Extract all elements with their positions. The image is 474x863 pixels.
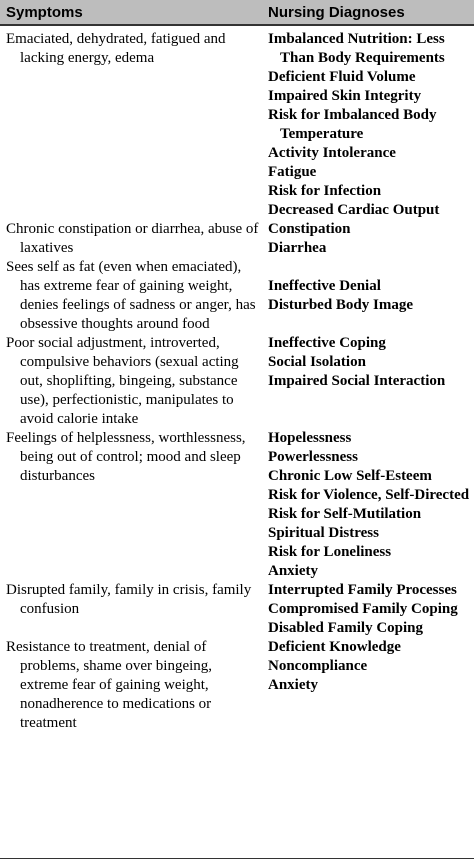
diagnosis-item: Constipation — [268, 221, 351, 237]
diagnosis-item: Disabled Family Coping — [268, 620, 424, 636]
diagnosis-item: Risk for Loneliness — [268, 544, 392, 560]
bottom-rule — [0, 858, 474, 859]
symptom-cell: Poor social adjustment, introverted, compulsive behaviors (sexual acting out, shoplifting, bingeing, substance use), perfectionistic, manipulates to avoid calorie intake — [6, 335, 239, 427]
diagnosis-item: Decreased Cardiac Output — [268, 202, 440, 218]
diagnosis-item: Diarrhea — [268, 240, 327, 256]
diagnosis-item: Risk for Self-Mutilation — [268, 506, 422, 522]
diagnosis-item: Risk for Infection — [268, 183, 382, 199]
diagnosis-item: Risk for Imbalanced Body Temperature — [268, 107, 437, 142]
diagnosis-item: Chronic Low Self-Esteem — [268, 468, 432, 484]
diagnosis-item: Compromised Family Coping — [268, 601, 458, 617]
diagnosis-item: Deficient Fluid Volume — [268, 69, 416, 85]
diagnosis-item: Imbalanced Nutrition: Less Than Body Requirements — [268, 31, 445, 66]
diagnosis-item: Ineffective Coping — [268, 335, 386, 351]
table-row — [0, 638, 474, 733]
diagnosis-item: Spiritual Distress — [268, 525, 379, 541]
diagnosis-item: Risk for Violence, Self-Directed — [268, 487, 470, 503]
table-row — [0, 429, 474, 581]
symptom-cell: Feelings of helplessness, worthlessness, being out of control; mood and sleep disturbances — [6, 430, 246, 484]
diagnoses-cell — [262, 258, 474, 315]
table-row — [0, 30, 474, 220]
diagnoses-cell — [262, 581, 474, 638]
table-row — [0, 220, 474, 258]
diagnosis-item: Anxiety — [268, 563, 318, 579]
diagnosis-item: Fatigue — [268, 164, 317, 180]
diagnosis-item: Noncompliance — [268, 658, 368, 674]
symptom-cell: Resistance to treatment, denial of problems, shame over bingeing, extreme fear of gaining weight, nonadherence to medications or treatment — [6, 639, 213, 731]
diagnoses-cell — [262, 30, 474, 220]
diagnoses-cell — [262, 220, 474, 258]
symptom-cell: Sees self as fat (even when emaciated), has extreme fear of gaining weight, denies feelings of sadness or anger, has obsessive thoughts around food — [6, 259, 256, 332]
symptom-cell: Emaciated, dehydrated, fatigued and lacking energy, edema — [6, 31, 226, 66]
table-row — [0, 258, 474, 334]
diagnoses-cell — [262, 429, 474, 581]
diagnoses-cell — [262, 334, 474, 391]
diagnosis-item: Interrupted Family Processes — [268, 582, 457, 598]
diagnosis-item: Social Isolation — [268, 354, 366, 370]
header-symptoms: Symptoms — [6, 3, 83, 21]
diagnosis-item: Impaired Skin Integrity — [268, 88, 422, 104]
symptom-cell: Chronic constipation or diarrhea, abuse of laxatives — [6, 221, 259, 256]
symptom-cell: Disrupted family, family in crisis, family confusion — [6, 582, 252, 617]
diagnosis-item: Powerlessness — [268, 449, 358, 465]
diagnosis-item: Activity Intolerance — [268, 145, 396, 161]
table-row — [0, 334, 474, 429]
diagnosis-item: Disturbed Body Image — [268, 297, 414, 313]
header-nursing-diagnoses: Nursing Diagnoses — [268, 3, 405, 21]
diagnosis-item: Anxiety — [268, 677, 318, 693]
diagnoses-cell — [262, 638, 474, 695]
diagnosis-item: Hopelessness — [268, 430, 352, 446]
table-body — [0, 26, 474, 733]
diagnosis-item: Ineffective Denial — [268, 278, 381, 294]
table-row — [0, 581, 474, 638]
diagnosis-item: Deficient Knowledge — [268, 639, 401, 655]
diagnosis-item: Impaired Social Interaction — [268, 373, 446, 389]
table-header — [0, 0, 474, 26]
